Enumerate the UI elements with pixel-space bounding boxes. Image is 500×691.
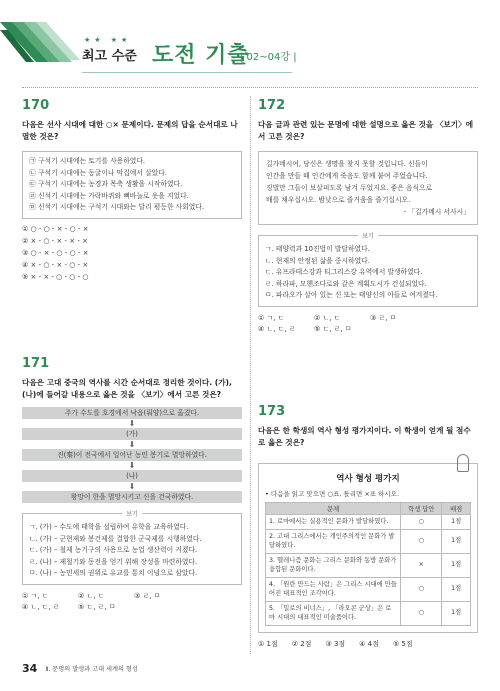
timeline-step: 진(秦)이 전국에서 일어난 농민 봉기로 멸망하였다. — [22, 449, 242, 461]
table-header-row — [266, 503, 471, 515]
statement-item: ㉠ 구석기 시대에는 토기를 사용하였다. — [29, 157, 146, 165]
bogi-title: 보기 — [358, 231, 378, 243]
question-number: 173 — [258, 404, 286, 419]
header-subtitle: 최고 수준 — [82, 49, 137, 64]
question-cell: 1. 로마에서는 실용적인 문화가 발달하였다. — [266, 515, 401, 530]
bogi-item: ㄴ. (가) – 군현제와 봉건제를 결합한 군국제를 시행하였다. — [29, 534, 202, 543]
down-arrow-icon: ⬇ — [128, 461, 136, 470]
page-number: 34 — [22, 661, 38, 675]
answer-cell: × — [401, 553, 442, 577]
header-stripes-graphic — [0, 0, 160, 80]
answer-option[interactable]: ③ 3점 — [325, 639, 346, 648]
page-header — [0, 0, 500, 80]
bogi-box — [22, 513, 242, 585]
answer-option[interactable]: ② ㄴ, ㄷ — [78, 591, 105, 600]
question-cell: 5. 「밀로의 비너스」, 「라오콘 군상」은 로마 시대의 대표적인 미술품이다. — [266, 601, 401, 625]
answer-option[interactable]: ② × - ○ - × - × - × — [22, 236, 88, 245]
answer-cell: ○ — [401, 577, 442, 601]
down-arrow-icon: ⬇ — [128, 440, 136, 449]
answer-option[interactable]: ① ㄱ, ㄷ — [258, 313, 285, 322]
answer-option[interactable]: ④ ㄴ, ㄷ, ㄹ — [22, 603, 60, 611]
question-number: 170 — [22, 98, 50, 113]
answer-option[interactable]: ② 2점 — [291, 639, 312, 648]
evaluation-sheet — [258, 463, 478, 633]
statement-item: ㉤ 신석기 시대에는 구석기 시대와는 달리 평등한 사회였다. — [29, 203, 205, 211]
bogi-item: ㄹ. 하라파, 모헨조다로와 같은 계획도시가 건설되었다. — [265, 279, 427, 288]
bogi-item: ㄴ. 현재의 안정된 삶을 중시하였다. — [265, 256, 370, 265]
bogi-item: ㄷ. (가) – 철제 농기구의 사용으로 농업 생산력이 커졌다. — [29, 546, 198, 554]
question-cell: 2. 고대 그리스에서는 개인주의적인 문화가 발달하였다. — [266, 529, 401, 553]
answer-cell: ○ — [401, 515, 442, 530]
column-header: 학생 답안 — [401, 503, 442, 515]
answer-option[interactable]: ③ ○ - × - ○ - ○ - × — [22, 248, 89, 257]
question-text: 다음은 고대 중국의 역사를 시간 순서대로 정리한 것이다. (가), (나)에 들어갈 내용으로 옳은 것을 〈보기〉에서 고른 것은? — [22, 378, 232, 399]
question-172 — [258, 98, 478, 336]
passage-source: - 「길가메시 서사시」 — [403, 208, 470, 216]
answer-option[interactable]: ④ ㄴ, ㄷ, ㄹ — [258, 325, 296, 333]
column-divider — [250, 96, 251, 654]
bogi-item: ㅁ. 파라오가 살아 있는 신 또는 태양신의 아들로 여겨졌다. — [265, 291, 438, 299]
points-cell: 1점 — [442, 553, 471, 577]
passage-line: 배를 채우십시오. 밤낮으로 즐거움을 즐기십시오. — [266, 196, 411, 204]
points-cell: 1점 — [442, 601, 471, 625]
passage-line: 징벌만 그들이 보살피도록 남겨 두었지요. 좋은 음식으로 — [266, 184, 433, 192]
page-footer — [22, 660, 138, 676]
header-range: | 02~04강 | — [240, 52, 297, 63]
paper-clip-icon — [457, 454, 469, 472]
header-stars: ★★ ★★ — [84, 36, 132, 44]
answer-option[interactable]: ① ○ - ○ - × - ○ - × — [22, 224, 89, 233]
timeline-step: 주가 수도를 호경에서 낙읍(뤄양)으로 옮겼다. — [22, 407, 242, 419]
answer-options — [258, 639, 478, 650]
answer-option[interactable]: ② ㄴ, ㄷ — [314, 313, 341, 322]
answer-option[interactable]: ⑤ × - × - ○ - ○ - ○ — [22, 272, 89, 281]
chapter-title: Ⅱ. 문명의 발생과 고대 세계의 형성 — [45, 665, 138, 673]
question-text: 다음은 한 학생의 역사 형성 평가지이다. 이 학생이 얻게 될 점수로 옳은 것은? — [258, 426, 471, 447]
answer-option[interactable]: ③ ㄹ, ㅁ — [370, 313, 397, 322]
answer-options — [258, 313, 478, 336]
table-row — [266, 529, 471, 553]
answer-options — [22, 591, 242, 614]
bogi-box — [258, 235, 478, 307]
question-170 — [22, 98, 242, 283]
bogi-item: ㄱ. (가) – 수도에 태학을 설립하여 유학을 교육하였다. — [29, 523, 189, 531]
question-text: 다음은 선사 시대에 대한 ○× 문제이다. 문제의 답을 순서대로 나열한 것은? — [22, 120, 238, 141]
answer-option[interactable]: ⑤ ㄷ, ㄹ, ㅁ — [314, 325, 352, 333]
column-header: 배점 — [442, 503, 471, 515]
answer-cell: ○ — [401, 601, 442, 625]
sheet-instruction: • 다음을 읽고 맞으면 ○표, 틀리면 ×표 하시오. — [265, 490, 400, 498]
bogi-item: ㄱ. 태양력과 10진법이 발달하였다. — [265, 245, 370, 253]
answer-option[interactable]: ⑤ 5점 — [392, 639, 413, 648]
question-number: 171 — [22, 356, 50, 371]
question-cell: 3. 헬레니즘 문화는 그리스 문화와 동방 문화가 융합된 문화이다. — [266, 553, 401, 577]
answer-option[interactable]: ⑤ ㄷ, ㄹ, ㅁ — [78, 603, 116, 611]
question-171 — [22, 356, 242, 614]
top-divider — [22, 87, 478, 88]
statement-box — [22, 151, 242, 219]
table-row — [266, 553, 471, 577]
question-cell: 4. 「원란 만드는 사람」은 그리스 시대에 만들어진 대표적인 조각이다. — [266, 577, 401, 601]
timeline-step: 왕망이 한을 멸망시키고 신을 건국하였다. — [22, 491, 242, 503]
down-arrow-icon: ⬇ — [128, 419, 136, 428]
answer-option[interactable]: ① 1점 — [258, 639, 278, 648]
timeline-step: (가) — [22, 428, 242, 440]
answer-option[interactable]: ③ ㄹ, ㅁ — [134, 591, 161, 600]
answer-cell: ○ — [401, 529, 442, 553]
evaluation-table — [265, 502, 471, 626]
down-arrow-icon: ⬇ — [128, 482, 136, 491]
statement-item: ㉢ 구석기 시대에는 농경과 목축 생활을 시작하였다. — [29, 180, 183, 188]
timeline-step: (나) — [22, 470, 242, 482]
header-title: 도전 기출 — [152, 43, 250, 68]
points-cell: 1점 — [442, 529, 471, 553]
answer-option[interactable]: ① ㄱ, ㄷ — [22, 591, 49, 600]
points-cell: 1점 — [442, 515, 471, 530]
sheet-title: 역사 형성 평가지 — [336, 474, 400, 484]
statement-item: ㉡ 구석기 시대에는 동굴이나 막집에서 살았다. — [29, 168, 167, 177]
points-cell: 1점 — [442, 577, 471, 601]
answer-option[interactable]: ④ × - ○ - × - ○ - × — [22, 260, 89, 269]
bogi-item: ㄹ. (나) – 제철기와 동전을 얻기 위해 장성을 마련하였다. — [29, 557, 198, 566]
passage-box — [258, 151, 478, 225]
passage-line: 인간을 만들 때 인간에게 죽음도 함께 붙여 주었습니다. — [266, 172, 428, 180]
column-header: 문제 — [266, 503, 401, 515]
header-underline — [82, 72, 292, 73]
answer-option[interactable]: ④ 4점 — [359, 639, 379, 648]
statement-item: ㉣ 신석기 시대에는 가락바퀴와 뼈바늘로 옷을 지었다. — [29, 191, 189, 200]
bogi-item: ㅁ. (나) – 농민세의 권위로 유교를 통치 이념으로 삼았다. — [29, 569, 198, 577]
timeline-flow — [22, 407, 242, 503]
passage-line: 길가메시여, 당신은 생명을 찾지 못할 것입니다. 신들이 — [266, 160, 428, 168]
question-text: 다음 글과 관련 있는 문명에 대한 설명으로 옳은 것을 〈보기〉에서 고른 것은? — [258, 120, 474, 141]
bogi-item: ㄷ. 유프라테스강과 티그리스강 유역에서 발생하였다. — [265, 268, 423, 276]
bogi-title: 보기 — [122, 509, 142, 521]
table-row — [266, 515, 471, 530]
answer-options — [22, 223, 242, 283]
question-number: 172 — [258, 98, 286, 113]
table-row — [266, 577, 471, 601]
table-row — [266, 601, 471, 625]
question-173 — [258, 404, 478, 650]
